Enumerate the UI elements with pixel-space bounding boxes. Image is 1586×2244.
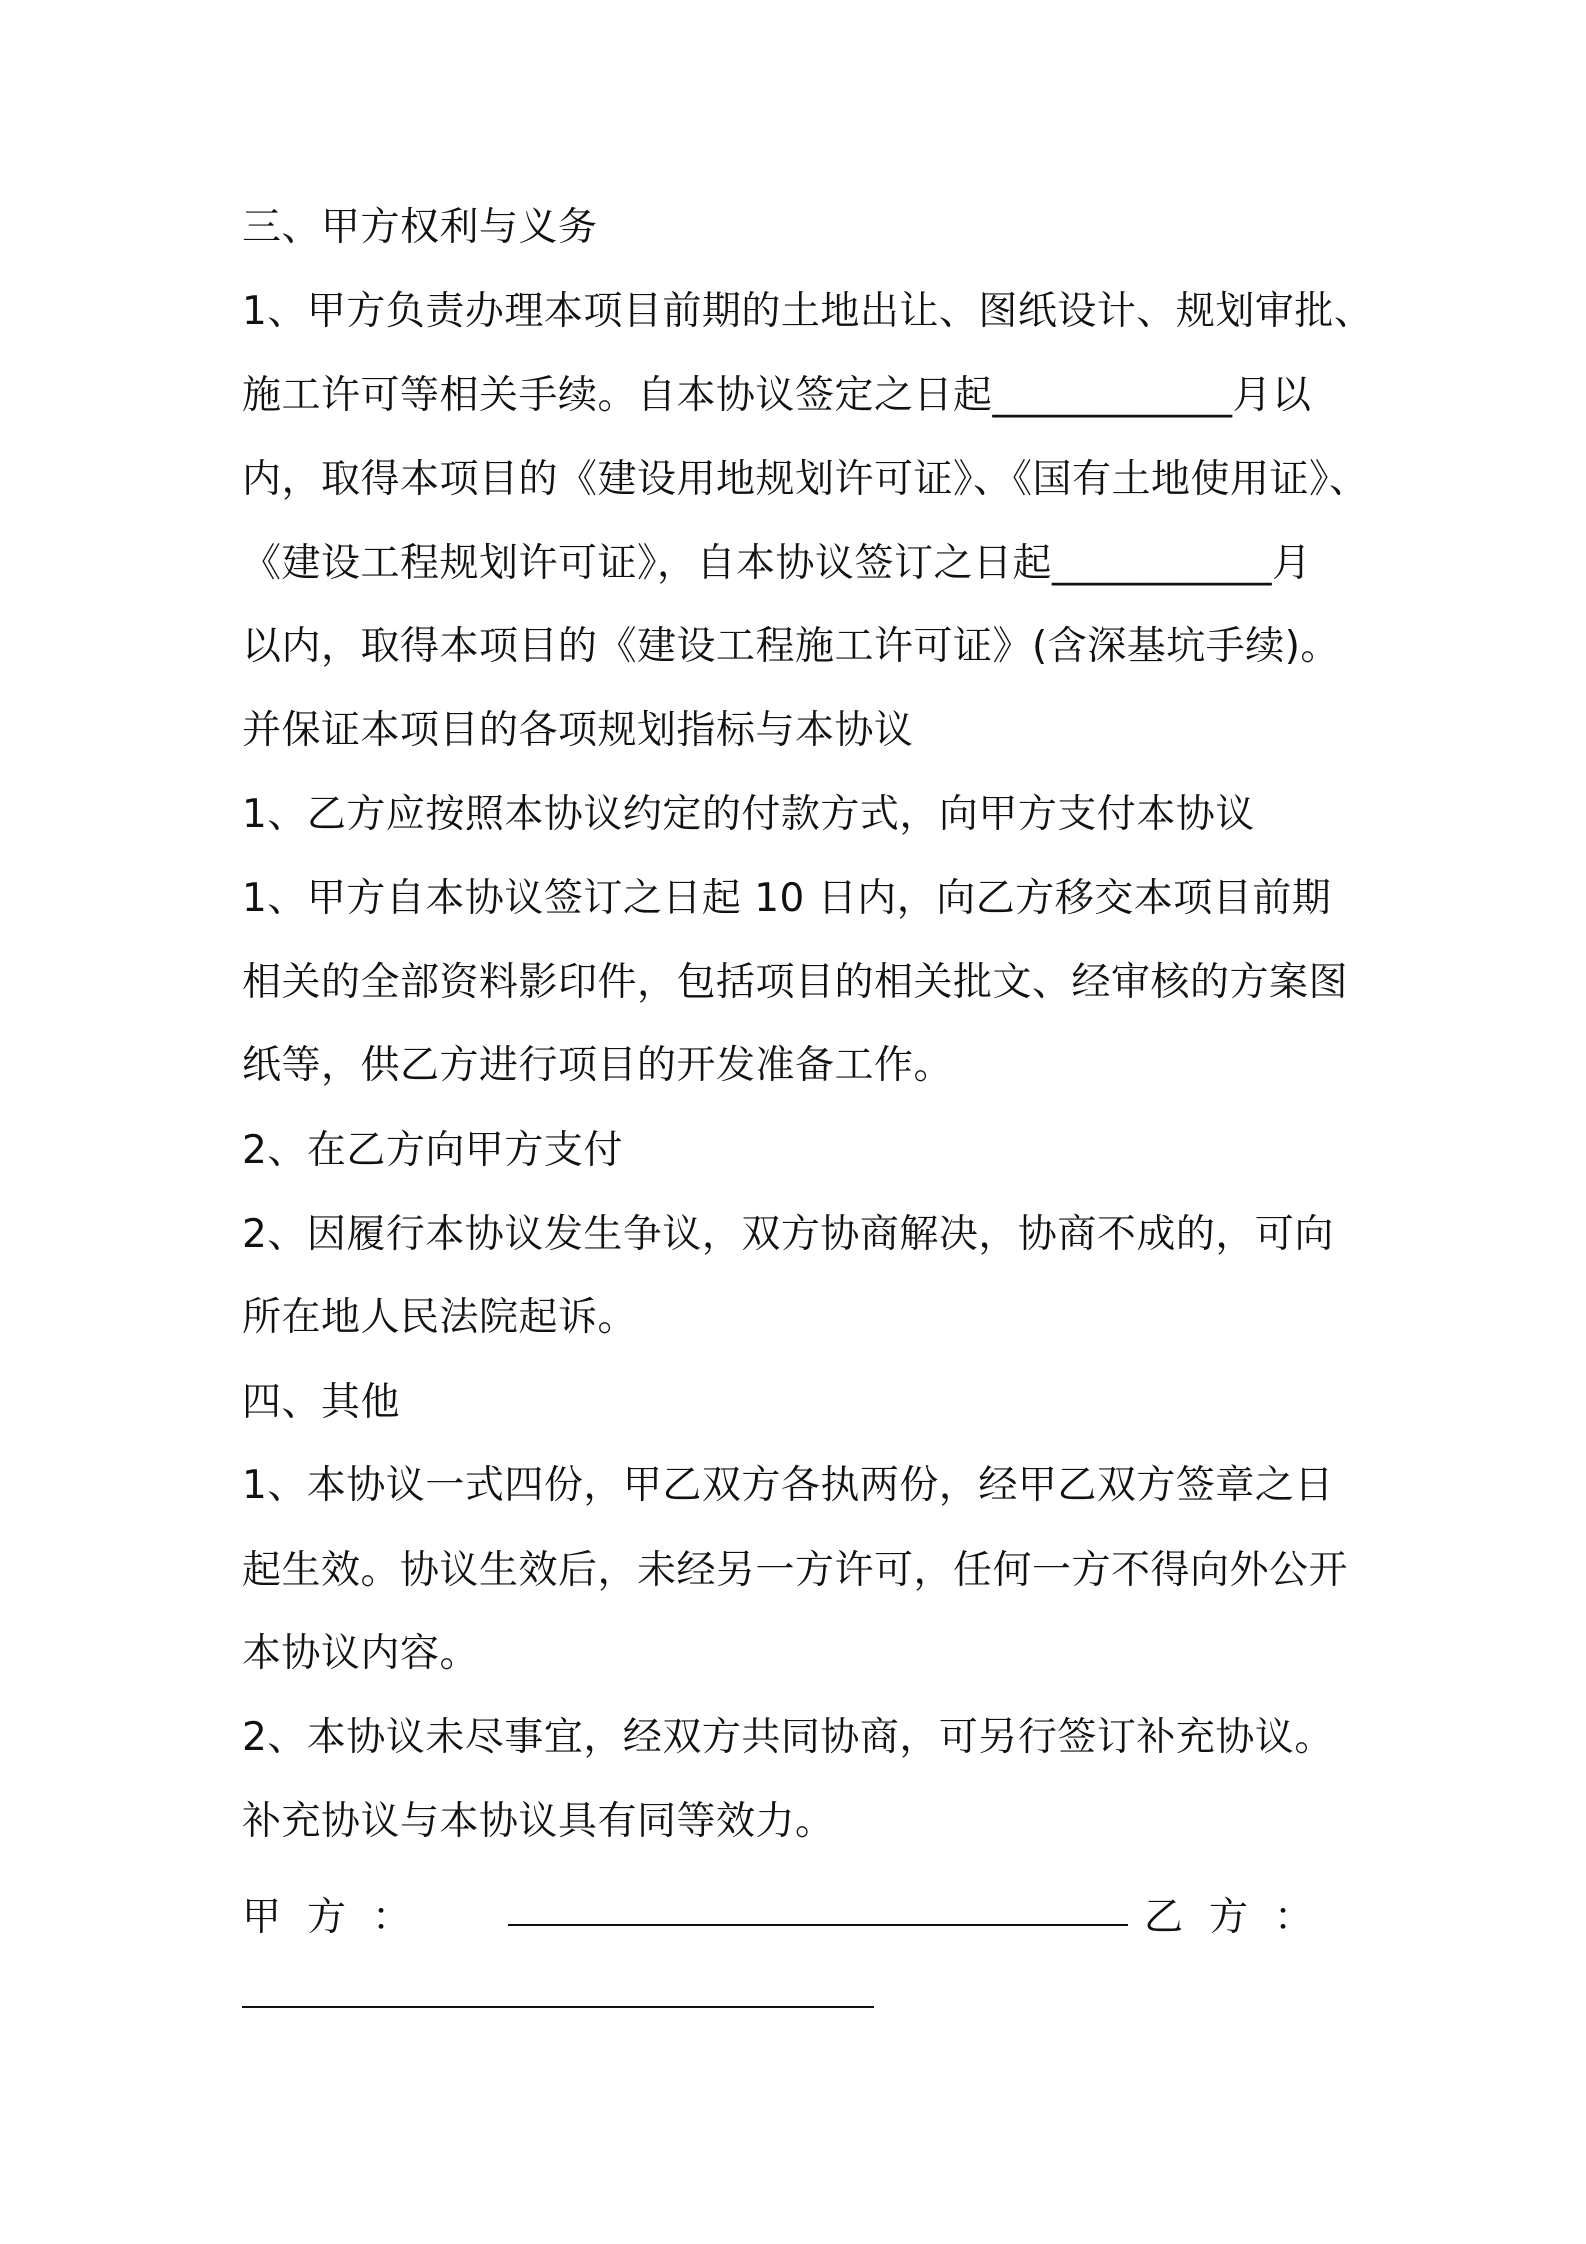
party-b-label: 乙方： — [1144, 1895, 1340, 1940]
paragraph-line: 内，取得本项目的《建设用地规划许可证》、《国有土地使用证》、 — [242, 457, 1369, 502]
paragraph-line: 起生效。协议生效后，未经另一方许可，任何一方不得向外公开 — [242, 1548, 1349, 1593]
paragraph-line: 1、甲方负责办理本项目前期的土地出让、图纸设计、规划审批、 — [242, 289, 1374, 334]
paragraph-line: 相关的全部资料影印件，包括项目的相关批文、经审核的方案图 — [242, 960, 1349, 1005]
section-heading-other: 四、其他 — [242, 1380, 401, 1425]
party-a-signature-blank — [508, 1924, 1128, 1926]
section-heading-party-a-rights: 三、甲方权利与义务 — [242, 205, 598, 250]
paragraph-line: 2、本协议未尽事宜，经双方共同协商，可另行签订补充协议。 — [242, 1715, 1334, 1760]
paragraph-line: 纸等，供乙方进行项目的开发准备工作。 — [242, 1043, 954, 1088]
paragraph-line: 所在地人民法院起诉。 — [242, 1295, 638, 1340]
signature-row — [242, 1886, 1362, 1940]
paragraph-line: 施工许可等相关手续。自本协议签定之日起____________月以 — [242, 373, 1312, 418]
paragraph-line: 1、甲方自本协议签订之日起 10 日内，向乙方移交本项目前期 — [242, 876, 1332, 921]
paragraph-line: 本协议内容。 — [242, 1631, 480, 1676]
party-a-label: 甲方： — [242, 1895, 438, 1940]
paragraph-line: 2、在乙方向甲方支付 — [242, 1128, 623, 1173]
paragraph-line: 《建设工程规划许可证》，自本协议签订之日起___________月 — [242, 541, 1312, 586]
party-b-signature-blank — [242, 2006, 874, 2008]
paragraph-line: 补充协议与本协议具有同等效力。 — [242, 1799, 835, 1844]
paragraph-line: 以内，取得本项目的《建设工程施工许可证》(含深基坑手续)。 — [242, 624, 1340, 669]
paragraph-line: 1、本协议一式四份，甲乙双方各执两份，经甲乙双方签章之日 — [242, 1463, 1334, 1508]
paragraph-line: 2、因履行本协议发生争议，双方协商解决，协商不成的，可向 — [242, 1212, 1334, 1257]
paragraph-line: 1、乙方应按照本协议约定的付款方式，向甲方支付本协议 — [242, 792, 1255, 837]
paragraph-line: 并保证本项目的各项规划指标与本协议 — [242, 708, 914, 753]
